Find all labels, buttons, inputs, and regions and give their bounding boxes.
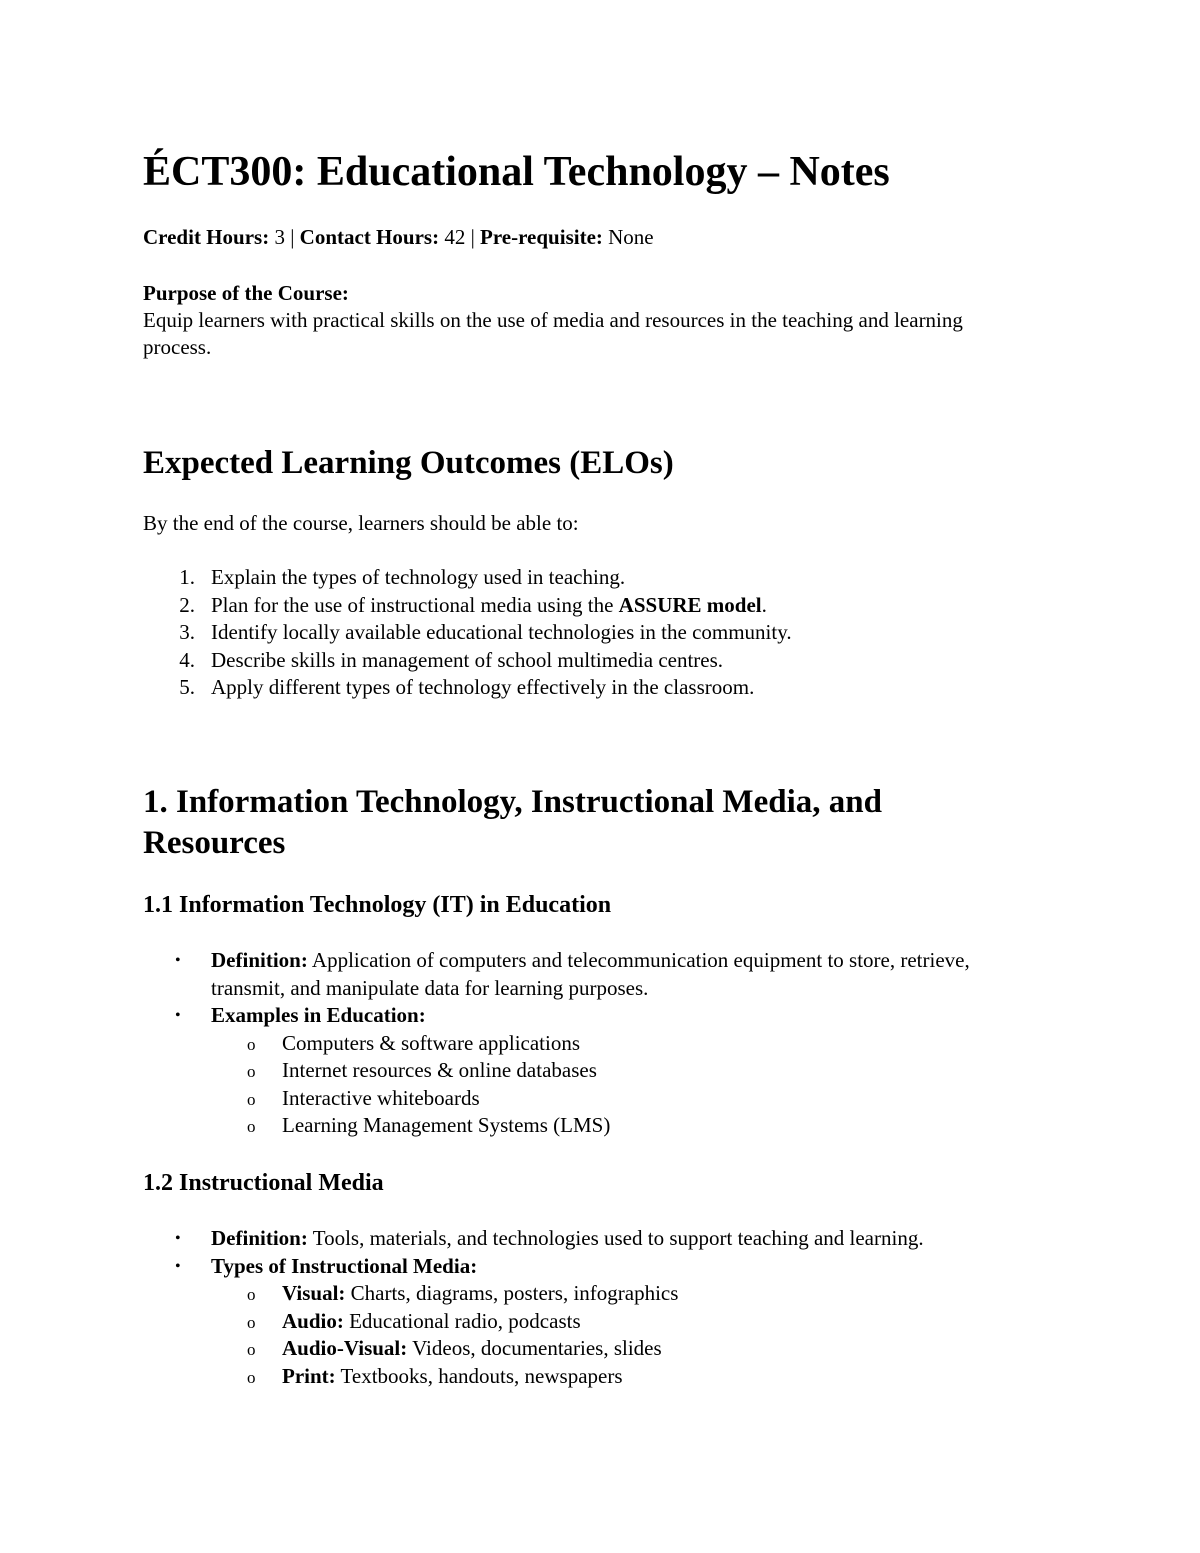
- list-number: 4.: [179, 647, 195, 672]
- media-type-text: Textbooks, handouts, newspapers: [340, 1363, 623, 1388]
- list-item: [143, 1225, 1023, 1253]
- media-type-label: Audio-Visual:: [282, 1336, 408, 1360]
- credit-hours-label: Credit Hours:: [143, 225, 270, 249]
- list-item: [143, 592, 792, 620]
- media-type-label: Audio:: [282, 1308, 344, 1333]
- sub-list-item-text: Internet resources & online databases: [282, 1058, 597, 1082]
- bullet-icon: •: [175, 1230, 181, 1247]
- bullet-icon: •: [175, 1007, 181, 1024]
- circle-bullet-icon: o: [247, 1089, 256, 1109]
- media-type-label: Visual:: [282, 1281, 346, 1305]
- sub-list-item-text: Computers & software applications: [282, 1030, 581, 1055]
- examples-label: Examples in Education:: [211, 1003, 426, 1027]
- circle-bullet-icon: o: [247, 1034, 256, 1054]
- list-number: 3.: [179, 620, 195, 644]
- definition-label: Definition:: [211, 948, 308, 972]
- sub-list-item-text: Learning Management Systems (LMS): [282, 1113, 611, 1137]
- list-item: [143, 1253, 1023, 1391]
- section-1-1-heading: 1.1 Information Technology (IT) in Education: [143, 892, 612, 918]
- media-type-text: Educational radio, podcasts: [349, 1308, 581, 1333]
- purpose-section: [143, 280, 1023, 361]
- purpose-label: Purpose of the Course:: [143, 281, 349, 305]
- prerequisite-label: Pre-requisite:: [480, 225, 603, 249]
- list-item: [143, 674, 792, 702]
- examples-sublist: [211, 1030, 1023, 1140]
- types-label: Types of Instructional Media:: [211, 1253, 478, 1278]
- circle-bullet-icon: o: [247, 1312, 256, 1332]
- circle-bullet-icon: o: [247, 1117, 256, 1136]
- list-number: 5.: [179, 675, 195, 699]
- media-types-sublist: [211, 1280, 1023, 1390]
- circle-bullet-icon: o: [247, 1285, 256, 1304]
- separator: |: [470, 225, 475, 249]
- definition-label: Definition:: [211, 1226, 308, 1250]
- elo-heading: Expected Learning Outcomes (ELOs): [143, 445, 674, 481]
- list-item-text: Apply different types of technology effectively in the classroom.: [211, 675, 755, 699]
- elo-list: [143, 564, 792, 702]
- prerequisite-value: None: [608, 225, 654, 249]
- bullet-icon: •: [175, 952, 181, 969]
- sub-list-item: [143, 1085, 1023, 1113]
- contact-hours-label: Contact Hours:: [299, 225, 440, 249]
- list-number: 1.: [179, 565, 195, 589]
- contact-hours-value: 42: [444, 225, 466, 249]
- list-item: [143, 1002, 1023, 1140]
- sub-list-item: [143, 1308, 1023, 1336]
- page-title: ÉCT300: Educational Technology – Notes: [143, 149, 890, 195]
- sub-list-item: [143, 1112, 1023, 1140]
- sub-list-item: [143, 1030, 1023, 1058]
- list-item-text: Explain the types of technology used in teaching.: [211, 565, 626, 589]
- list-item-text: Describe skills in management of school multimedia centres.: [211, 647, 724, 672]
- list-number: 2.: [179, 592, 195, 617]
- purpose-text: Equip learners with practical skills on the use of media and resources in the teaching and learning process.: [143, 308, 963, 359]
- circle-bullet-icon: o: [247, 1367, 256, 1387]
- section-1-2-heading: 1.2 Instructional Media: [143, 1170, 384, 1196]
- section-1-heading-line: 1. Information Technology, Instructional Media, and: [143, 784, 882, 820]
- circle-bullet-icon: o: [247, 1340, 256, 1359]
- list-item-text: Identify locally available educational technologies in the community.: [211, 620, 792, 644]
- bullet-icon: •: [175, 1257, 181, 1275]
- media-type-text: Videos, documentaries, slides: [412, 1336, 662, 1360]
- elo-intro: By the end of the course, learners should be able to:: [143, 511, 579, 535]
- section-1-heading-line: Resources: [143, 825, 286, 861]
- section-1-1-list: [143, 947, 1023, 1140]
- list-item-text: .: [761, 592, 767, 617]
- sub-list-item: [143, 1280, 1023, 1308]
- sub-list-item: [143, 1057, 1023, 1085]
- credit-hours-value: 3: [274, 225, 285, 249]
- definition-text: Tools, materials, and technologies used to support teaching and learning.: [312, 1226, 924, 1250]
- list-item-text: Plan for the use of instructional media using the: [211, 592, 619, 617]
- section-1-heading: [143, 782, 882, 864]
- sub-list-item-text: Interactive whiteboards: [282, 1085, 480, 1110]
- sub-list-item: [143, 1363, 1023, 1391]
- circle-bullet-icon: o: [247, 1062, 256, 1081]
- list-item: [143, 947, 1023, 1002]
- media-type-text: Charts, diagrams, posters, infographics: [350, 1281, 679, 1305]
- course-meta: [143, 224, 654, 251]
- section-1-2-list: [143, 1225, 1023, 1390]
- list-item: [143, 647, 792, 675]
- list-item: [143, 564, 792, 592]
- media-type-label: Print:: [282, 1363, 336, 1388]
- assure-model-emphasis: ASSURE model: [618, 592, 762, 617]
- separator: |: [290, 225, 295, 249]
- list-item: [143, 619, 792, 647]
- definition-text: Application of computers and telecommunication equipment to store, retrieve, transmit, and manipulate data for learning purposes.: [211, 948, 970, 1000]
- sub-list-item: [143, 1335, 1023, 1363]
